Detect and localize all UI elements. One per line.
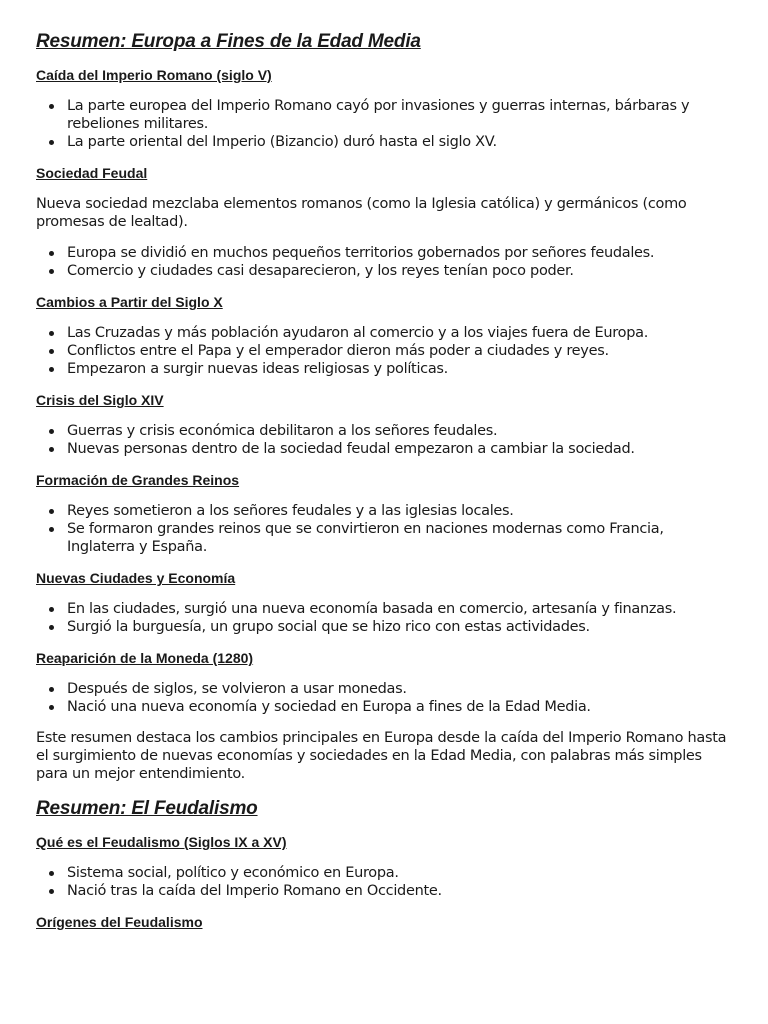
bullet-dot-icon (49, 447, 54, 452)
section-heading-crisis-siglo-xiv: Crisis del Siglo XIV (36, 392, 164, 408)
list-item (36, 882, 732, 900)
bullet-dot-icon (49, 140, 54, 145)
list-item (36, 618, 732, 636)
list-item (36, 680, 732, 698)
section-heading-que-es-feudalismo: Qué es el Feudalismo (Siglos IX a XV) (36, 834, 287, 850)
list-item (36, 864, 732, 882)
list-item (36, 133, 732, 151)
list-item-text: Guerras y crisis económica debilitaron a los señores feudales. (67, 423, 498, 439)
list-item (36, 360, 732, 378)
list-item-text: Se formaron grandes reinos que se convirtieron en naciones modernas como Francia, Inglaterra y España. (67, 521, 664, 555)
bullet-list (36, 97, 732, 151)
list-item (36, 440, 732, 458)
bullet-list (36, 864, 732, 900)
list-item (36, 342, 732, 360)
list-item (36, 422, 732, 440)
list-item (36, 698, 732, 716)
second-document-title: Resumen: El Feudalismo (36, 798, 258, 819)
bullet-dot-icon (49, 104, 54, 109)
section-heading-cambios-siglo-x: Cambios a Partir del Siglo X (36, 294, 223, 310)
bullet-dot-icon (49, 349, 54, 354)
list-item-text: Después de siglos, se volvieron a usar monedas. (67, 681, 407, 697)
document-title: Resumen: Europa a Fines de la Edad Media (36, 31, 421, 52)
list-item-text: Conflictos entre el Papa y el emperador dieron más poder a ciudades y reyes. (67, 343, 609, 359)
section-heading-sociedad-feudal: Sociedad Feudal (36, 165, 148, 181)
bullet-dot-icon (49, 607, 54, 612)
section-paragraph: Nueva sociedad mezclaba elementos romanos (como la Iglesia católica) y germánicos (como promesas de lealtad). (36, 196, 687, 230)
bullet-dot-icon (49, 705, 54, 710)
list-item-text: Surgió la burguesía, un grupo social que se hizo rico con estas actividades. (67, 619, 590, 635)
list-item (36, 97, 732, 133)
bullet-list (36, 324, 732, 378)
list-item (36, 520, 732, 556)
bullet-dot-icon (49, 889, 54, 894)
bullet-dot-icon (49, 331, 54, 336)
bullet-dot-icon (49, 871, 54, 876)
bullet-dot-icon (49, 429, 54, 434)
list-item-text: La parte europea del Imperio Romano cayó por invasiones y guerras internas, bárbaras y rebeliones militares. (67, 98, 690, 132)
list-item (36, 244, 732, 262)
section-heading-grandes-reinos: Formación de Grandes Reinos (36, 472, 240, 488)
list-item-text: Comercio y ciudades casi desaparecieron, y los reyes tenían poco poder. (67, 263, 574, 279)
list-item-text: Sistema social, político y económico en Europa. (67, 865, 399, 881)
list-item-text: Empezaron a surgir nuevas ideas religiosas y políticas. (67, 361, 448, 377)
list-item-text: En las ciudades, surgió una nueva economía basada en comercio, artesanía y finanzas. (67, 601, 677, 617)
list-item (36, 600, 732, 618)
bullet-dot-icon (49, 527, 54, 532)
section-heading-caida-imperio: Caída del Imperio Romano (siglo V) (36, 67, 272, 83)
list-item (36, 324, 732, 342)
list-item-text: Las Cruzadas y más población ayudaron al comercio y a los viajes fuera de Europa. (67, 325, 649, 341)
closing-paragraph: Este resumen destaca los cambios principales en Europa desde la caída del Imperio Romano hasta el surgimiento de nuevas economías y sociedades en la Edad Media, con palabras más simples para un mejor entendimiento. (36, 730, 727, 782)
bullet-dot-icon (49, 251, 54, 256)
bullet-list (36, 422, 732, 458)
section-heading-reaparicion-moneda: Reaparición de la Moneda (1280) (36, 650, 254, 666)
bullet-dot-icon (49, 367, 54, 372)
list-item-text: Nació tras la caída del Imperio Romano en Occidente. (67, 883, 442, 899)
list-item (36, 262, 732, 280)
section-heading-nuevas-ciudades: Nuevas Ciudades y Economía (36, 570, 236, 586)
list-item (36, 502, 732, 520)
bullet-dot-icon (49, 687, 54, 692)
bullet-dot-icon (49, 269, 54, 274)
bullet-dot-icon (49, 625, 54, 630)
bullet-dot-icon (49, 509, 54, 514)
list-item-text: Europa se dividió en muchos pequeños territorios gobernados por señores feudales. (67, 245, 655, 261)
bullet-list (36, 244, 732, 280)
list-item-text: Reyes sometieron a los señores feudales y a las iglesias locales. (67, 503, 514, 519)
list-item-text: La parte oriental del Imperio (Bizancio) duró hasta el siglo XV. (67, 134, 497, 150)
bullet-list (36, 502, 732, 556)
list-item-text: Nuevas personas dentro de la sociedad feudal empezaron a cambiar la sociedad. (67, 441, 635, 457)
section-heading-origenes-feudalismo: Orígenes del Feudalismo (36, 914, 203, 930)
bullet-list (36, 600, 732, 636)
bullet-list (36, 680, 732, 716)
list-item-text: Nació una nueva economía y sociedad en Europa a fines de la Edad Media. (67, 699, 591, 715)
